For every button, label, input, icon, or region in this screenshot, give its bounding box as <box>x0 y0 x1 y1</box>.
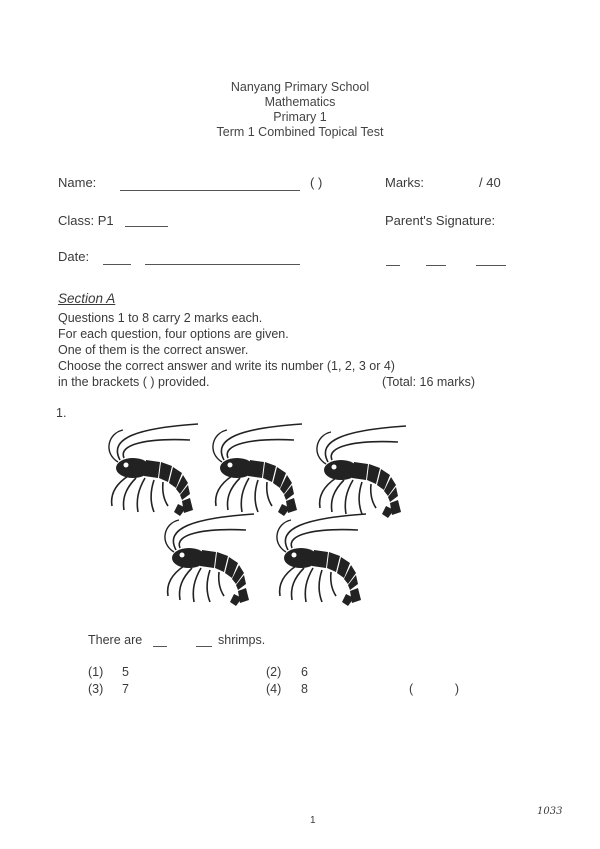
page-code: 1033 <box>537 806 563 817</box>
instruction-line: For each question, four options are given. <box>58 327 289 341</box>
answer-blank-b[interactable] <box>196 636 212 647</box>
marks-total: / 40 <box>479 175 501 190</box>
subject: Mathematics <box>264 95 336 109</box>
school-name: Nanyang Primary School <box>230 80 370 94</box>
instruction-line: in the brackets ( ) provided. <box>58 375 210 389</box>
question-number: 1. <box>56 406 67 420</box>
option-number: (3) <box>88 682 104 696</box>
class-label: Class: P1 <box>58 213 114 228</box>
option-number: (1) <box>88 665 104 679</box>
parent-signature-label: Parent's Signature: <box>385 213 496 228</box>
option-number: (2) <box>266 665 282 679</box>
class-field[interactable] <box>125 216 168 227</box>
shrimp-image <box>266 508 374 608</box>
index-brackets: ( ) <box>310 175 323 190</box>
instruction-line: Choose the correct answer and write its number (1, 2, 3 or 4) <box>58 359 395 373</box>
date-field-a[interactable] <box>103 254 131 265</box>
date-label: Date: <box>58 249 90 264</box>
option-value: 5 <box>122 665 129 679</box>
signature-line-b[interactable] <box>426 255 446 266</box>
page-number: 1 <box>310 815 316 826</box>
name-field[interactable] <box>120 180 300 191</box>
shrimp-image <box>202 418 310 518</box>
name-label: Name: <box>58 175 97 190</box>
option-value: 6 <box>301 665 308 679</box>
signature-line-c[interactable] <box>476 255 506 266</box>
test-title: Term 1 Combined Topical Test <box>216 125 384 139</box>
shrimp-image <box>98 418 206 518</box>
question-prompt-end: shrimps. <box>218 633 266 647</box>
signature-line-a[interactable] <box>386 255 400 266</box>
answer-blank-a[interactable] <box>153 636 167 647</box>
marks-label: Marks: <box>385 175 424 190</box>
instruction-line: One of them is the correct answer. <box>58 343 249 357</box>
section-title: Section A <box>58 291 116 306</box>
date-field-b[interactable] <box>145 254 300 265</box>
question-prompt-start: There are <box>88 633 143 647</box>
option-number: (4) <box>266 682 282 696</box>
instruction-line: Questions 1 to 8 carry 2 marks each. <box>58 311 263 325</box>
option-value: 7 <box>122 682 129 696</box>
level: Primary 1 <box>273 110 327 124</box>
shrimp-image <box>306 420 414 520</box>
shrimp-image <box>154 508 262 608</box>
section-total: (Total: 16 marks) <box>382 375 476 389</box>
answer-brackets[interactable]: ( ) <box>409 682 459 696</box>
option-value: 8 <box>301 682 308 696</box>
